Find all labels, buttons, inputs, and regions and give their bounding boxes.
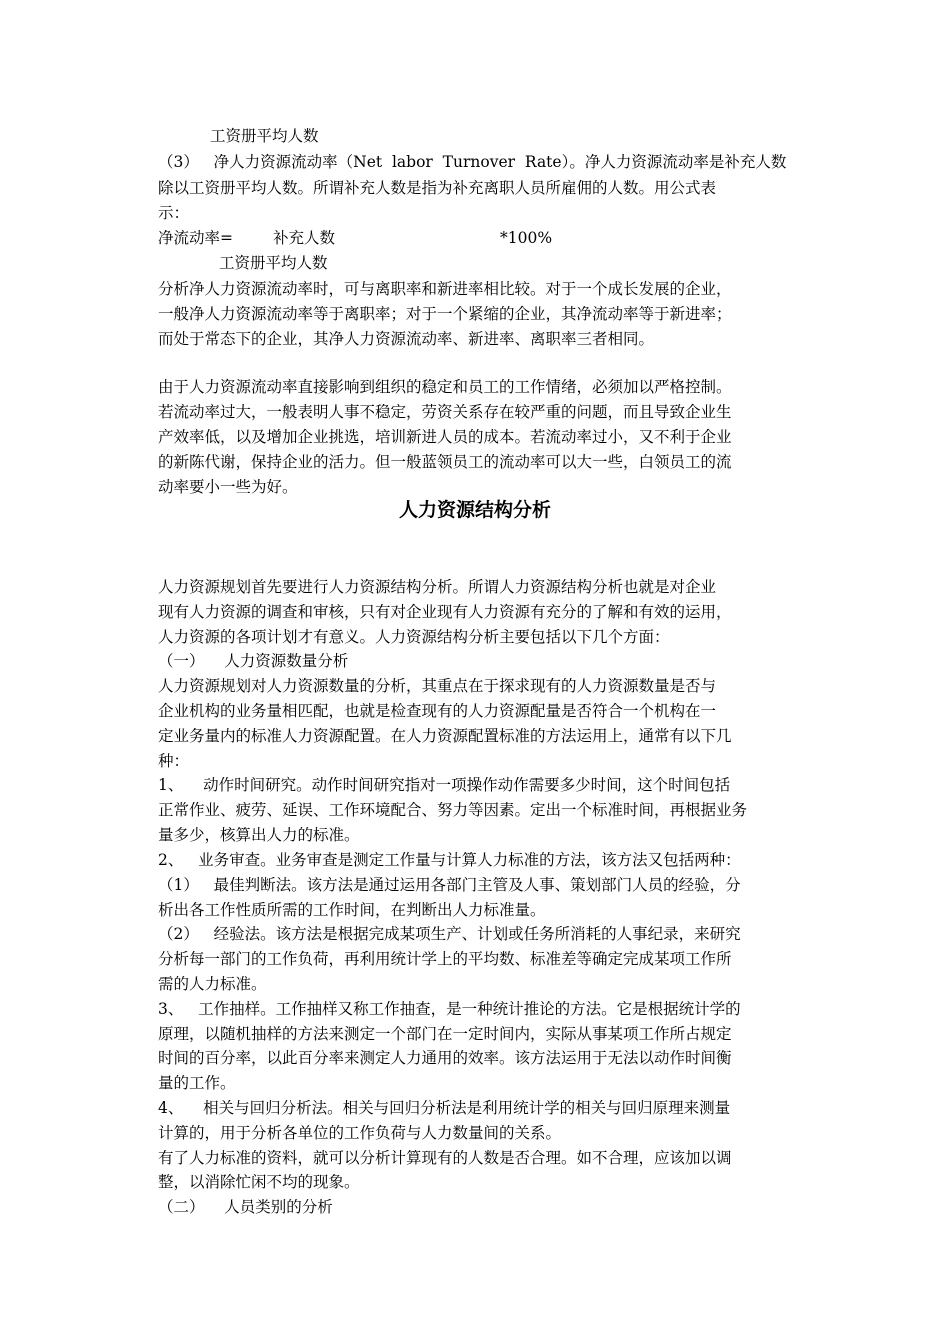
paragraph-line: 计算的，用于分析各单位的工作负荷与人力数量间的关系。 bbox=[158, 1124, 562, 1142]
formula-denominator: 工资册平均人数 bbox=[219, 254, 328, 272]
paragraph-line: 由于人力资源流动率直接影响到组织的稳定和员工的工作情绪，必须加以严格控制。 bbox=[158, 378, 732, 396]
paragraph-line: 一般净人力资源流动率等于离职率；对于一个紧缩的企业，其净流动率等于新进率； bbox=[158, 305, 732, 323]
paragraph-line: 企业机构的业务量相匹配，也就是检查现有的人力资源配量是否符合一个机构在一 bbox=[158, 702, 717, 720]
paragraph-line: 人力资源规划首先要进行人力资源结构分析。所谓人力资源结构分析也就是对企业 bbox=[158, 578, 717, 596]
paragraph-line: 整，以消除忙闲不均的现象。 bbox=[158, 1173, 360, 1191]
section-title: 人力资源结构分析 bbox=[398, 499, 551, 521]
paragraph-line: 除以工资册平均人数。所谓补充人数是指为补充离职人员所雇佣的人数。用公式表 bbox=[158, 179, 717, 197]
paragraph-line: 的新陈代谢，保持企业的活力。但一般蓝领员工的流动率可以大一些，白领员工的流 bbox=[158, 453, 732, 471]
paragraph-line: 定业务量内的标准人力资源配置。在人力资源配置标准的方法运用上，通常有以下几 bbox=[158, 727, 732, 745]
formula-multiplier: *100% bbox=[500, 229, 553, 247]
paragraph-line: 动率要小一些为好。 bbox=[158, 478, 298, 496]
list-item: 3、 工作抽样。工作抽样又称工作抽查，是一种统计推论的方法。它是根据统计学的 bbox=[158, 1000, 741, 1018]
paragraph-line: 种： bbox=[158, 752, 190, 770]
paragraph-line: 需的人力标准。 bbox=[158, 975, 267, 993]
paragraph-line: 析出各工作性质所需的工作时间，在判断出人力标准量。 bbox=[158, 901, 546, 919]
paragraph-line: 正常作业、疲劳、延误、工作环境配合、努力等因素。定出一个标准时间，再根据业务 bbox=[158, 801, 748, 819]
list-item: 4、 相关与回归分析法。相关与回归分析法是利用统计学的相关与回归原理来测量 bbox=[158, 1099, 731, 1117]
paragraph-line: 而处于常态下的企业，其净人力资源流动率、新进率、离职率三者相同。 bbox=[158, 330, 655, 348]
paragraph-line: 现有人力资源的调查和审核，只有对企业现有人力资源有充分的了解和有效的运用， bbox=[158, 603, 732, 621]
paragraph-line: 分析净人力资源流动率时，可与离职率和新进率相比较。对于一个成长发展的企业， bbox=[158, 280, 732, 298]
paragraph-line: 人力资源规划对人力资源数量的分析，其重点在于探求现有的人力资源数量是否与 bbox=[158, 677, 717, 695]
list-item: 1、 动作时间研究。动作时间研究指对一项操作动作需要多少时间，这个时间包括 bbox=[158, 776, 731, 794]
paragraph-line: 分析每一部门的工作负荷，再利用统计学上的平均数、标准差等确定完成某项工作所 bbox=[158, 950, 732, 968]
paragraph-line: 有了人力标准的资料，就可以分析计算现有的人数是否合理。如不合理，应该加以调 bbox=[158, 1149, 732, 1167]
paragraph-line: 示： bbox=[158, 204, 190, 222]
formula-row bbox=[158, 226, 798, 250]
paragraph-line: 量多少，核算出人力的标准。 bbox=[158, 826, 360, 844]
list-item: （1） 最佳判断法。该方法是通过运用各部门主管及人事、策划部门人员的经验，分 bbox=[158, 876, 741, 894]
subsection-heading: （一） 人力资源数量分析 bbox=[158, 652, 349, 670]
paragraph-line: 原理，以随机抽样的方法来测定一个部门在一定时间内，实际从事某项工作所占规定 bbox=[158, 1025, 732, 1043]
paragraph-line: 时间的百分率，以此百分率来测定人力通用的效率。该方法运用于无法以动作时间衡 bbox=[158, 1049, 732, 1067]
formula-denominator-prev: 工资册平均人数 bbox=[210, 127, 319, 145]
paragraph-line: 产效率低，以及增加企业挑选，培训新进人员的成本。若流动率过小，又不利于企业 bbox=[158, 428, 732, 446]
formula-numerator: 补充人数 bbox=[273, 229, 336, 247]
list-item: （2） 经验法。该方法是根据完成某项生产、计划或任务所消耗的人事纪录，来研究 bbox=[158, 925, 741, 943]
subsection-heading: （二） 人员类别的分析 bbox=[158, 1198, 333, 1216]
list-item: 2、 业务审查。业务审查是测定工作量与计算人力标准的方法，该方法又包括两种： bbox=[158, 851, 741, 869]
paragraph-line: 若流动率过大，一般表明人事不稳定，劳资关系存在较严重的问题，而且导致企业生 bbox=[158, 403, 732, 421]
paragraph-line: 人力资源的各项计划才有意义。人力资源结构分析主要包括以下几个方面： bbox=[158, 628, 670, 646]
paragraph-line: （3） 净人力资源流动率（Net labor Turnover Rate）。净人力资源流动率是补充人数 bbox=[158, 153, 787, 171]
paragraph-line: 量的工作。 bbox=[158, 1074, 236, 1092]
formula-label: 净流动率= bbox=[158, 229, 233, 247]
